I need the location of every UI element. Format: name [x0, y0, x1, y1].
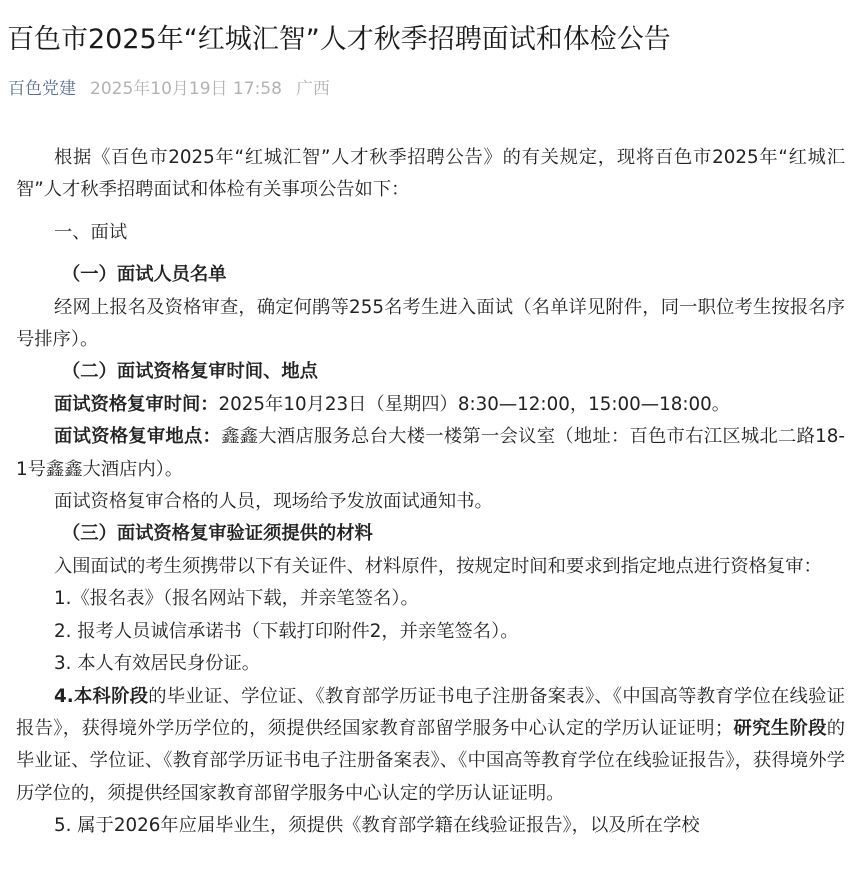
notice-paragraph: 面试资格复审合格的人员，现场给予发放面试通知书。 [54, 491, 493, 513]
material-item-1: 1.《报名表》（报名网站下载，并亲笔签名）。 [54, 588, 419, 610]
subheading-review-time-place: （二）面试资格复审时间、地点 [62, 361, 318, 383]
material-item-2: 2. 报考人员诚信承诺书（下载打印附件2，并亲笔签名）。 [54, 620, 519, 642]
account-name-link[interactable]: 百色党建 [8, 79, 76, 99]
material-item-4 [16, 681, 845, 811]
materials-intro-paragraph: 入围面试的考生须携带以下有关证件、材料原件，按规定时间和要求到指定地点进行资格复审： [54, 555, 822, 577]
subheading-materials: （三）面试资格复审验证须提供的材料 [62, 523, 373, 545]
undergraduate-text: 的毕业证、学位证、《教育部学历证书电子注册备案表》、《中国高等教育学位在线验证报告》，获得境外学历学位的，须提供经国家教育部留学服务中心认定的学历认证证明； [16, 685, 845, 739]
material-item-4-number: 4. [54, 685, 74, 707]
article-title: 百色市2025年“红城汇智”人才秋季招聘面试和体检公告 [7, 24, 671, 55]
review-time-label: 面试资格复审时间： [54, 393, 219, 415]
review-place-label: 面试资格复审地点： [54, 426, 222, 448]
article-content [16, 142, 845, 843]
review-time-paragraph [16, 389, 845, 421]
review-place-paragraph [16, 421, 845, 486]
subheading-candidate-list: （一）面试人员名单 [62, 264, 227, 286]
intro-paragraph: 根据《百色市2025年“红城汇智”人才秋季招聘公告》的有关规定，现将百色市2025年“红城汇智”人才秋季招聘面试和体检有关事项公告如下： [16, 147, 845, 201]
candidate-list-paragraph: 经网上报名及资格审查，确定何鹃等255名考生进入面试（名单详见附件，同一职位考生按报名序号排序）。 [16, 296, 845, 351]
material-item-5: 5. 属于2026年应届毕业生，须提供《教育部学籍在线验证报告》，以及所在学校 [54, 815, 700, 837]
section-heading-interview: 一、面试 [54, 221, 128, 243]
publish-time: 2025年10月19日 17:58 [90, 79, 282, 99]
article-meta [8, 76, 330, 102]
publish-region: 广西 [295, 79, 330, 99]
undergraduate-label: 本科阶段 [73, 685, 149, 707]
review-time-value: 2025年10月23日（星期四）8:30—12:00，15:00—18:00。 [218, 393, 731, 415]
review-place-value: 鑫鑫大酒店服务总台大楼一楼第一会议室（地址：百色市右江区城北二路18-1号鑫鑫大酒店内）。 [16, 426, 846, 480]
postgraduate-text: 的毕业证、学位证、《教育部学历证书电子注册备案表》、《中国高等教育学位在线验证报告》，获得境外学历学位的，须提供经国家教育部留学服务中心认定的学历认证证明。 [16, 717, 846, 804]
postgraduate-label: 研究生阶段 [733, 717, 827, 739]
material-item-3: 3. 本人有效居民身份证。 [54, 653, 261, 675]
